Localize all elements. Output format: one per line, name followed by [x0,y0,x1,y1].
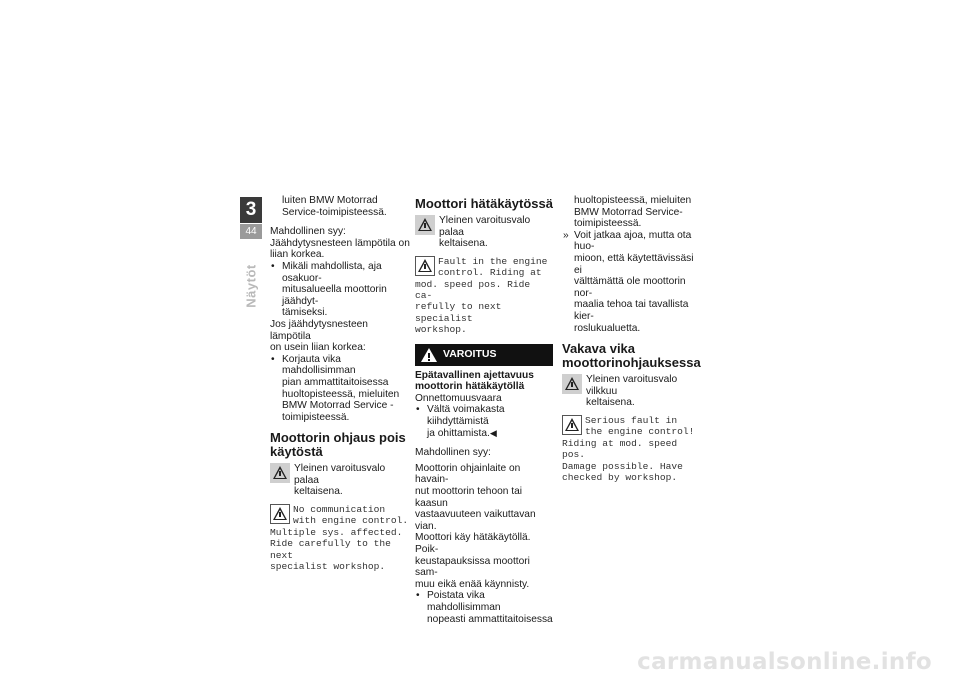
text-line: Riding at mod. speed pos. [562,437,678,461]
text-line: the engine control! [585,426,695,438]
section-label-text: Näytöt [243,264,259,308]
danger-text: Onnettomuusvaara [415,392,502,404]
text-line: Yleinen varoitusvalo palaa [294,463,386,486]
text-line: Korjauta vika mahdollisimman [282,353,356,377]
heading-line: käytöstä [270,444,323,460]
warning-title: moottorin hätäkäytöllä [415,381,525,393]
text-line: toimipisteessä. [574,218,642,230]
text-line: on usein liian korkea: [270,342,366,354]
text-line: Ride carefully to the next [270,538,391,561]
text-line: ja ohittamista. [427,427,490,439]
text-line: välttämättä ole moottorin nor- [574,276,686,299]
warning-triangle-icon [270,463,290,483]
section-label [241,246,261,326]
text-line: mitusalueella moottorin jäähdyt- [282,284,387,307]
list-item: • Vältä voimakasta kiihdyttämistä ja ohittamista.◀ [415,404,553,439]
warning-lamp-note [270,463,410,498]
warning-lamp-note [562,374,700,409]
text-line: huoltopisteessä, mieluiten [282,388,400,400]
warning-triangle-icon [415,256,435,276]
column-1 [270,195,410,581]
section-heading: Moottori hätäkäytössä [415,196,553,211]
text-line: Jos jäähdytysnesteen lämpötila [270,318,368,342]
text-line: Moottori käy hätäkäytöllä. Poik- [415,532,531,555]
text-line: tämiseksi. [282,307,328,319]
warning-triangle-icon [562,374,582,394]
text-line: Multiple sys. affected. [270,526,403,538]
list-item: • Poistata vika mahdollisimman nopeasti ammattitaitoisessa [416,590,553,625]
heading-line: Vakava vika [562,341,636,357]
text-line: Service-toimipisteessä. [282,206,387,218]
text-line: Jäähdytysnesteen lämpötila on [270,237,410,249]
text-line: specialist workshop. [270,561,386,573]
list-item: • Korjauta vika mahdollisimman pian ammattitaitoisessa huoltopisteessä, mieluiten BMW Motorrad Service - toimipisteessä. [270,354,410,424]
text-line: toimipisteessä. [282,411,350,423]
page-number: 44 [240,224,262,239]
text-line: Mikäli mahdollista, aja osakuor- [282,260,382,284]
text-line: nopeasti ammattitaitoisessa [427,613,553,625]
warning-triangle-icon [415,215,435,235]
text-line: roslukualuetta. [574,322,641,334]
text-line: BMW Motorrad Service- [574,206,683,218]
column-2 [415,195,553,625]
text-line: keltaisena. [586,397,635,409]
text-line: huoltopisteessä, mieluiten [574,195,692,206]
warning-triangle-icon [270,504,290,524]
text-line: mioon, että käytettävissäsi ei [574,252,694,276]
warning-title: Epätavallinen ajettavuus [415,369,534,381]
text-line: Serious fault in [585,414,678,426]
display-message [415,256,553,336]
text-line: liian korkea. [270,249,325,261]
text-line: Damage possible. Have [562,460,683,472]
display-message [270,504,410,572]
text-line: BMW Motorrad Service - [282,400,394,412]
heading-line: Moottorin ohjaus pois [270,430,406,446]
section-heading [562,342,700,370]
chapter-tab [240,197,262,239]
text-line: with engine control. [293,515,409,527]
text-line: Yleinen varoitusvalo palaa [439,215,531,238]
text-line: Vältä voimakasta kiihdyttämistä [427,404,505,427]
text-line: pian ammattitaitoisessa [282,376,389,388]
text-line: maalia tehoa tai tavallista kier- [574,299,689,322]
cause-label: Mahdollinen syy: [270,226,346,238]
warning-banner [415,344,553,366]
text-line: No communication [293,504,386,516]
text-line: vastaavuuteen vaikuttavan vian. [415,509,536,532]
text-line: keltaisena. [294,486,343,498]
text-line: mod. speed pos. Ride ca- [415,278,531,301]
text-line: Voit jatkaa ajoa, mutta ota huo- [574,229,692,253]
warning-triangle-icon [562,415,582,435]
text-line: refully to next specialist [415,301,502,324]
text-line: nut moottorin tehoon tai kaasun [415,485,523,509]
warning-label: VAROITUS [443,347,497,360]
warning-lamp-note [415,215,553,250]
text-line: Yleinen varoitusvalo vilkkuu [586,374,678,397]
text-line: keltaisena. [439,238,488,250]
watermark: carmanualsonline.info [637,649,932,675]
text-line: workshop. [415,324,467,336]
text-line: Poistata vika mahdollisimman [427,590,501,613]
text-line: control. Riding at [438,267,542,279]
text-line: muu eikä enää käynnisty. [415,578,530,590]
text-line: luiten BMW Motorrad [282,195,378,206]
text-line: keustapauksissa moottori sam- [415,555,530,579]
list-item: • Mikäli mahdollista, aja osakuor- mitusalueella moottorin jäähdyt- tämiseksi. [270,261,410,319]
cause-label: Mahdollinen syy: [415,447,491,459]
end-mark-icon: ◀ [489,427,497,438]
chapter-number: 3 [240,197,262,223]
column-3 [562,195,700,491]
display-message [562,415,700,483]
section-heading [270,431,410,459]
text-line: checked by workshop. [562,471,678,483]
result-item: » Voit jatkaa ajoa, mutta ota huo- mioon, että käytettävissäsi ei välttämättä ole moottorin nor- maalia tehoa tai tavallista kier- roslukualuetta. [562,230,700,334]
warning-triangle-icon [421,347,437,363]
text-line: Moottorin ohjainlaite on havain- [415,462,521,486]
heading-line: moottorinohjauksessa [562,355,701,371]
text-line: Fault in the engine [438,255,548,267]
